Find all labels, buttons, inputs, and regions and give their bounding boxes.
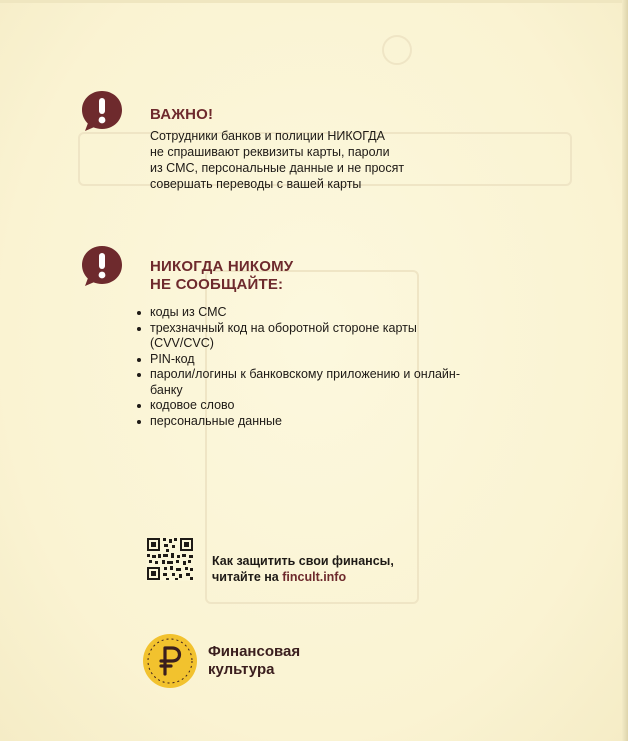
never-share-title-line: НИКОГДА НИКОМУ — [150, 258, 294, 275]
list-item: пароли/логины к банковскому приложению и онлайн-банку — [136, 367, 480, 398]
never-share-list — [136, 305, 480, 429]
exclamation-speech-bubble-icon — [80, 244, 124, 288]
list-item: кодовое слово — [136, 398, 480, 414]
brand-name-line: культура — [208, 661, 275, 678]
ruble-coin-logo-icon — [140, 632, 200, 690]
never-share-title — [150, 258, 293, 294]
qr-caption-line: Как защитить свои финансы, — [212, 554, 394, 568]
exclamation-speech-bubble-icon — [80, 89, 124, 133]
list-item: коды из СМС — [136, 305, 480, 321]
qr-caption-prefix: читайте на — [212, 570, 283, 584]
page-edge-right — [622, 0, 628, 741]
list-item: трехзначный код на оборотной стороне карты (CVV/CVC) — [136, 321, 450, 352]
fincult-link[interactable]: fincult.info — [282, 570, 347, 584]
page-edge-top — [0, 0, 628, 3]
qr-caption-line — [212, 569, 394, 585]
never-share-title-line: НЕ СООБЩАЙТЕ: — [150, 276, 284, 293]
list-item: PIN-код — [136, 352, 480, 368]
important-text — [150, 128, 404, 192]
important-title: ВАЖНО! — [150, 106, 214, 123]
brand-name — [208, 643, 300, 679]
important-line: Сотрудники банков и полиции НИКОГДА — [150, 129, 385, 143]
important-line: не спрашивают реквизиты карты, пароли — [150, 145, 390, 159]
list-item: персональные данные — [136, 414, 480, 430]
show-through-circle — [382, 35, 412, 65]
qr-code-icon[interactable] — [146, 537, 194, 581]
qr-caption — [212, 553, 394, 585]
important-line: совершать переводы с вашей карты — [150, 177, 362, 191]
important-line: из СМС, персональные данные и не просят — [150, 161, 405, 175]
brand-name-line: Финансовая — [208, 643, 301, 660]
